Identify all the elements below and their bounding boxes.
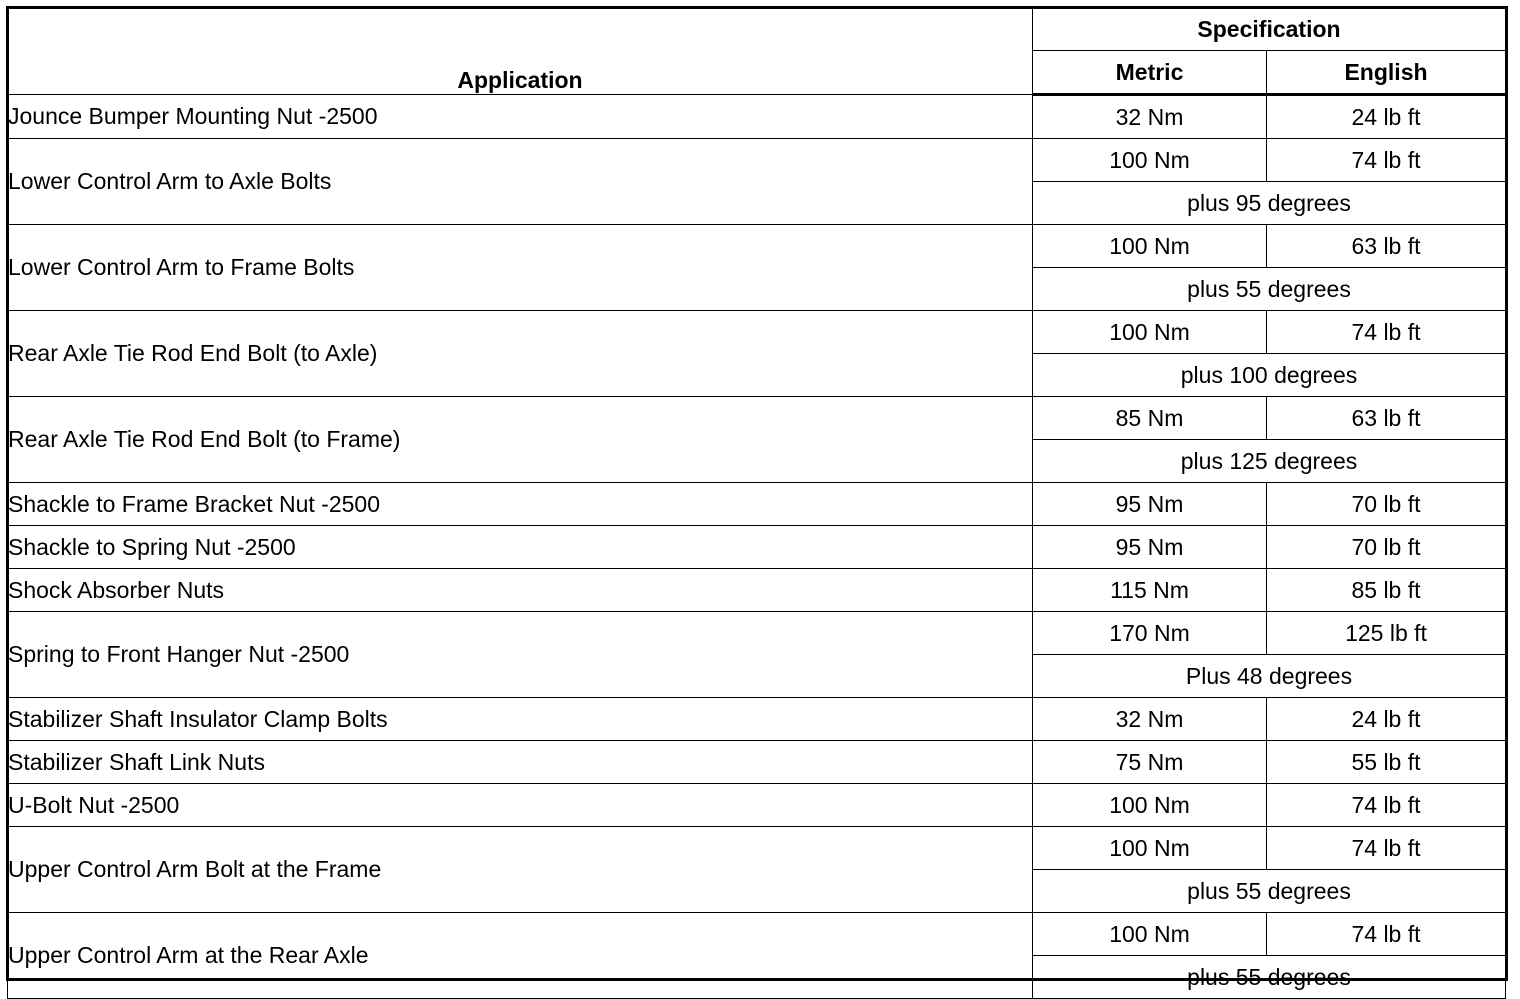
english-header: English (1267, 51, 1506, 95)
english-cell: 74 lb ft (1267, 827, 1506, 870)
application-cell: Upper Control Arm at the Rear Axle (8, 913, 1033, 999)
english-cell: 63 lb ft (1267, 225, 1506, 268)
application-cell: Stabilizer Shaft Insulator Clamp Bolts (8, 698, 1033, 741)
application-cell: Stabilizer Shaft Link Nuts (8, 741, 1033, 784)
table-row (8, 698, 1506, 741)
english-cell: 55 lb ft (1267, 741, 1506, 784)
metric-header: Metric (1033, 51, 1267, 95)
metric-cell: 32 Nm (1033, 698, 1267, 741)
metric-cell: 100 Nm (1033, 139, 1267, 182)
english-cell: 74 lb ft (1267, 139, 1506, 182)
fastener-specification-table (7, 7, 1506, 999)
header-row-top (8, 8, 1506, 51)
metric-cell: 85 Nm (1033, 397, 1267, 440)
table-row (8, 483, 1506, 526)
metric-cell: 100 Nm (1033, 311, 1267, 354)
application-cell: Shackle to Spring Nut -2500 (8, 526, 1033, 569)
english-cell: 74 lb ft (1267, 311, 1506, 354)
angle-note-cell: plus 55 degrees (1033, 870, 1506, 913)
table-row (8, 526, 1506, 569)
angle-note-cell: plus 55 degrees (1033, 268, 1506, 311)
metric-cell: 170 Nm (1033, 612, 1267, 655)
angle-note-cell: plus 55 degrees (1033, 956, 1506, 999)
application-cell: Rear Axle Tie Rod End Bolt (to Axle) (8, 311, 1033, 397)
angle-note-cell: Plus 48 degrees (1033, 655, 1506, 698)
metric-cell: 75 Nm (1033, 741, 1267, 784)
metric-cell: 95 Nm (1033, 483, 1267, 526)
metric-cell: 100 Nm (1033, 913, 1267, 956)
table-row (8, 612, 1506, 655)
application-cell: Rear Axle Tie Rod End Bolt (to Frame) (8, 397, 1033, 483)
table-row (8, 225, 1506, 268)
metric-cell: 95 Nm (1033, 526, 1267, 569)
english-cell: 24 lb ft (1267, 698, 1506, 741)
application-header: Application (8, 8, 1033, 95)
angle-note-cell: plus 100 degrees (1033, 354, 1506, 397)
table-row (8, 827, 1506, 870)
application-cell: Upper Control Arm Bolt at the Frame (8, 827, 1033, 913)
english-cell: 70 lb ft (1267, 526, 1506, 569)
english-cell: 74 lb ft (1267, 784, 1506, 827)
table-row (8, 784, 1506, 827)
application-cell: Shackle to Frame Bracket Nut -2500 (8, 483, 1033, 526)
table-row (8, 397, 1506, 440)
metric-cell: 100 Nm (1033, 827, 1267, 870)
english-cell: 70 lb ft (1267, 483, 1506, 526)
metric-cell: 32 Nm (1033, 95, 1267, 139)
angle-note-cell: plus 125 degrees (1033, 440, 1506, 483)
english-cell: 125 lb ft (1267, 612, 1506, 655)
application-cell: Jounce Bumper Mounting Nut -2500 (8, 95, 1033, 139)
english-cell: 74 lb ft (1267, 913, 1506, 956)
application-cell: Shock Absorber Nuts (8, 569, 1033, 612)
metric-cell: 100 Nm (1033, 225, 1267, 268)
english-cell: 24 lb ft (1267, 95, 1506, 139)
table-row (8, 569, 1506, 612)
table-row (8, 139, 1506, 182)
application-cell: U-Bolt Nut -2500 (8, 784, 1033, 827)
application-cell: Lower Control Arm to Axle Bolts (8, 139, 1033, 225)
specification-header: Specification (1033, 8, 1506, 51)
table-row (8, 913, 1506, 956)
table-row (8, 741, 1506, 784)
table-row (8, 95, 1506, 139)
metric-cell: 100 Nm (1033, 784, 1267, 827)
english-cell: 85 lb ft (1267, 569, 1506, 612)
table-row (8, 311, 1506, 354)
metric-cell: 115 Nm (1033, 569, 1267, 612)
application-cell: Spring to Front Hanger Nut -2500 (8, 612, 1033, 698)
angle-note-cell: plus 95 degrees (1033, 182, 1506, 225)
english-cell: 63 lb ft (1267, 397, 1506, 440)
application-cell: Lower Control Arm to Frame Bolts (8, 225, 1033, 311)
